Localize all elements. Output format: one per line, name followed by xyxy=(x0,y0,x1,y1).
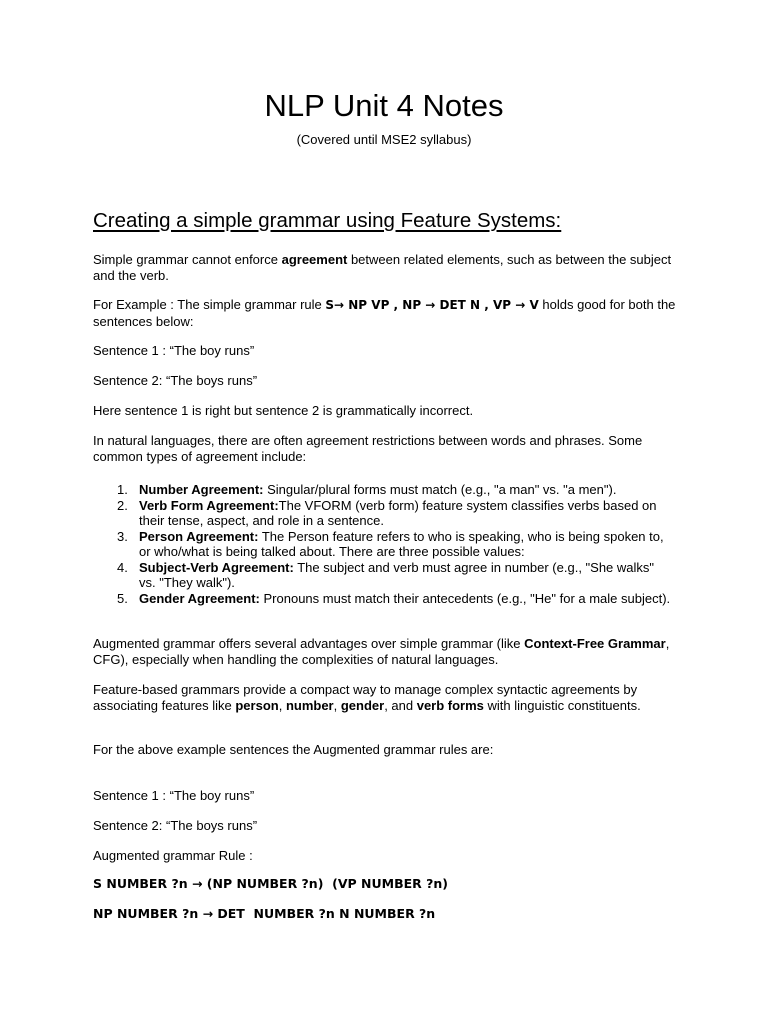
text-run: Augmented grammar offers several advantages over simple grammar (like xyxy=(93,636,525,651)
paragraph-incorrect-note: Here sentence 1 is right but sentence 2 is grammatically incorrect. xyxy=(93,403,474,418)
bold-term: number xyxy=(285,697,334,713)
list-label: Verb Form Agreement: xyxy=(139,497,279,513)
sentence-1: Sentence 1 : “The boy runs” xyxy=(93,343,255,358)
list-text: The subject and verb must agree in number (e.g., "She walks" vs. "They walk"). xyxy=(139,559,655,590)
bold-term: Context-Free Grammar xyxy=(524,636,666,651)
list-text: The Person feature refers to who is speaking, who is being spoken to, or who/what is being talked about. There are three possible values: xyxy=(139,528,664,559)
augmented-rule-label: Augmented grammar Rule : xyxy=(93,848,253,863)
grammar-rule-inline: S→ NP VP , NP → DET N , VP → V xyxy=(325,298,539,312)
list-number: 1. xyxy=(117,482,128,497)
list-text: Singular/plural forms must match (e.g., "a man" vs. "a men"). xyxy=(263,482,617,497)
bold-term: verb forms xyxy=(416,697,484,713)
list-item xyxy=(93,498,673,529)
list-number: 3. xyxy=(117,528,128,544)
list-number: 4. xyxy=(117,559,128,575)
list-label: Person Agreement: xyxy=(139,528,259,544)
text-run: Feature-based grammars provide a compact way to manage complex syntactic agreements by associating features like xyxy=(93,682,638,713)
list-item xyxy=(93,591,673,607)
agreement-list xyxy=(93,482,673,606)
paragraph-feature-based xyxy=(93,682,693,713)
list-label: Number Agreement: xyxy=(139,482,264,497)
sentence-2-repeat: Sentence 2: “The boys runs” xyxy=(93,818,258,833)
section-heading: Creating a simple grammar using Feature Systems: xyxy=(93,209,562,232)
text-run: , xyxy=(333,697,341,713)
list-text: The VFORM (verb form) feature system classifies verbs based on their tense, aspect, and role in a sentence. xyxy=(139,497,657,528)
paragraph-agreement-types: In natural languages, there are often agreement restrictions between words and phrases. Some common types of agreement include: xyxy=(93,433,643,464)
paragraph-augmented-advantages xyxy=(93,636,693,667)
list-label: Gender Agreement: xyxy=(139,590,260,606)
page-title: NLP Unit 4 Notes xyxy=(264,88,504,123)
text-run: , CFG), especially when handling the complexities of natural languages. xyxy=(93,636,670,667)
bold-term: gender xyxy=(340,697,385,713)
list-text: Pronouns must match their antecedents (e.g., "He" for a male subject). xyxy=(259,590,671,606)
list-label: Subject-Verb Agreement: xyxy=(139,559,294,575)
text-run: Simple grammar cannot enforce xyxy=(93,252,282,267)
paragraph-example-rules-intro: For the above example sentences the Augmented grammar rules are: xyxy=(93,742,494,757)
text-run: between related elements, such as between the subject and the verb. xyxy=(93,252,672,283)
bold-term: agreement xyxy=(281,252,348,267)
sentence-2: Sentence 2: “The boys runs” xyxy=(93,373,258,388)
text-run: For Example : The simple grammar rule xyxy=(93,297,326,312)
list-number: 5. xyxy=(117,590,128,606)
sentence-1-repeat: Sentence 1 : “The boy runs” xyxy=(93,788,255,803)
paragraph-example xyxy=(93,297,693,329)
paragraph-agreement-intro xyxy=(93,252,693,283)
list-item xyxy=(93,529,673,560)
text-run: with linguistic constituents. xyxy=(483,697,641,713)
list-item xyxy=(93,560,673,591)
text-run: holds good for both the sentences below: xyxy=(93,297,676,329)
bold-term: person xyxy=(235,697,279,713)
list-number: 2. xyxy=(117,497,128,513)
grammar-rule-1: S NUMBER ?n → (NP NUMBER ?n) (VP NUMBER ?n) xyxy=(93,876,448,891)
grammar-rule-2: NP NUMBER ?n → DET NUMBER ?n N NUMBER ?n xyxy=(93,906,436,921)
text-run: , xyxy=(278,697,286,713)
page-subtitle: (Covered until MSE2 syllabus) xyxy=(296,132,472,147)
text-run: , and xyxy=(384,697,417,713)
list-item xyxy=(93,482,673,498)
